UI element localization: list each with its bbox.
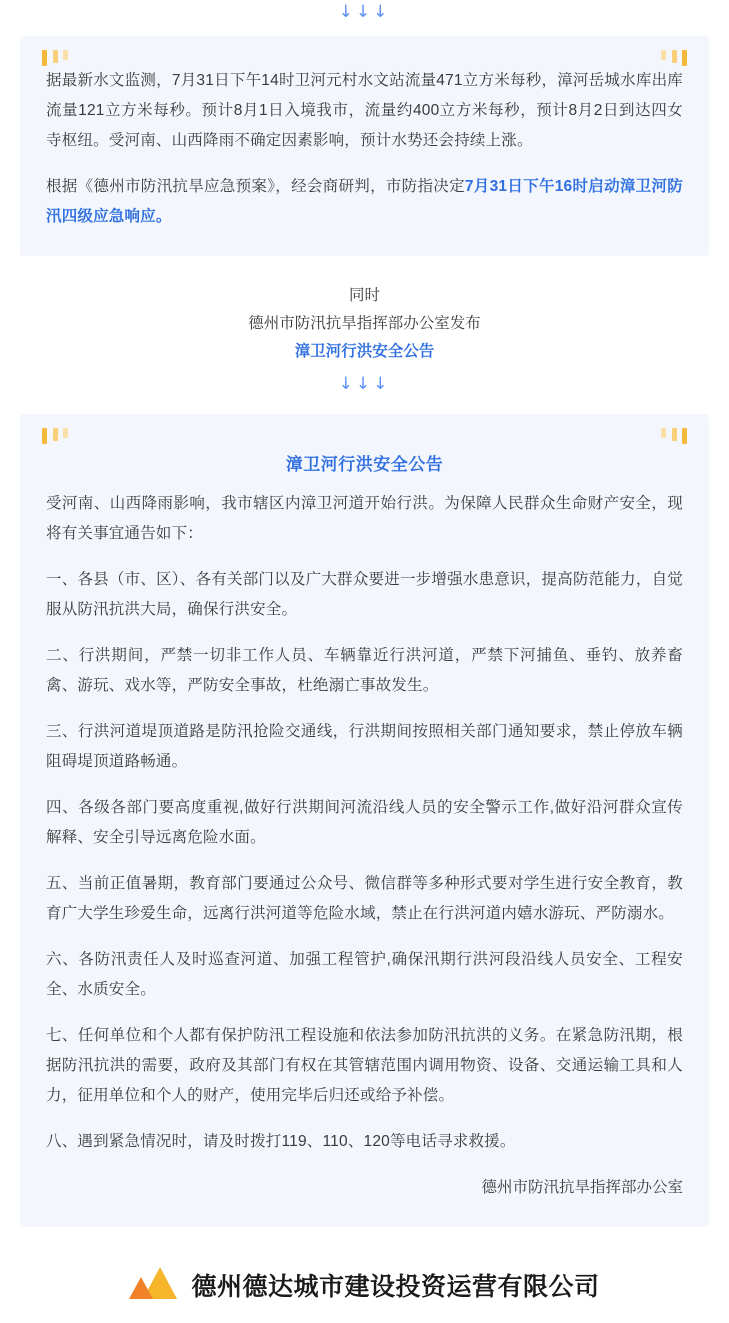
note-line-1: 同时 — [348, 287, 380, 304]
hydrology-paragraph-2-prefix: 根据《德州市防汛抗旱应急预案》，经会商研判，市防指决定 — [46, 178, 465, 195]
notice-item: 四、各级各部门要高度重视,做好行洪期间河流沿线人员的安全警示工作,做好沿河群众宣传解释、安全引导远离危险水面。 — [46, 799, 683, 846]
bracket-corner-top-right-icon — [661, 428, 687, 444]
hydrology-paragraph-2 — [46, 172, 683, 232]
note-line-2: 德州市防汛抗旱指挥部办公室发布 — [248, 315, 481, 332]
notice-item: 七、任何单位和个人都有保护防汛工程设施和依法参加防汛抗洪的义务。在紧急防汛期，根据防汛抗洪的需要，政府及其部门有权在其管辖范围内调用物资、设备、交通运输工具和人力，征用单位和个人的财产，使用完毕后归还或给予补偿。 — [46, 1027, 683, 1104]
arrow-down-indicator-top: ↓↓↓ — [338, 2, 391, 22]
notice-title: 漳卫河行洪安全公告 — [285, 455, 444, 474]
bracket-corner-top-right-icon — [661, 50, 687, 66]
notice-intro: 受河南、山西降雨影响，我市辖区内漳卫河道开始行洪。为保障人民群众生命财产安全，现将有关事宜通告如下： — [46, 495, 683, 542]
bracket-corner-top-left-icon — [42, 50, 68, 66]
announcement-note — [0, 282, 729, 366]
notice-item: 三、行洪河道堤顶道路是防汛抢险交通线，行洪期间按照相关部门通知要求，禁止停放车辆阻碍堤顶道路畅通。 — [46, 723, 683, 770]
bracket-corner-top-left-icon — [42, 428, 68, 444]
notice-item: 八、遇到紧急情况时，请及时拨打119、110、120等电话寻求救援。 — [46, 1133, 516, 1150]
hydrology-paragraph-1: 据最新水文监测，7月31日下午14时卫河元村水文站流量471立方米每秒，漳河岳城水库出库流量121立方米每秒。预计8月1日入境我市，流量约400立方米每秒，预计8月2日到达四女寺枢纽。受河南、山西降雨不确定因素影响，预计水势还会持续上涨。 — [46, 72, 683, 149]
note-line-3-title: 漳卫河行洪安全公告 — [294, 343, 435, 360]
notice-item: 二、行洪期间，严禁一切非工作人员、车辆靠近行洪河道，严禁下河捕鱼、垂钓、放养畜禽、游玩、戏水等，严防安全事故，杜绝溺亡事故发生。 — [46, 647, 683, 694]
hydrology-info-card — [20, 36, 709, 256]
company-logo-icon — [129, 1265, 177, 1305]
notice-item: 一、各县（市、区）、各有关部门以及广大群众要进一步增强水患意识，提高防范能力，自觉服从防汛抗洪大局，确保行洪安全。 — [46, 571, 683, 618]
notice-item: 六、各防汛责任人及时巡查河道、加强工程管护,确保汛期行洪河段沿线人员安全、工程安全、水质安全。 — [46, 951, 683, 998]
emergency-response-highlight: 7月31日下午16时启动漳卫河防汛四级应急响应。 — [46, 178, 683, 225]
footer-branding — [0, 1265, 729, 1315]
flood-notice-card — [20, 414, 709, 1227]
notice-signature: 德州市防汛抗旱指挥部办公室 — [481, 1179, 683, 1196]
arrow-down-indicator-middle: ↓↓↓ — [338, 374, 391, 394]
company-name: 德州德达城市建设投资运营有限公司 — [191, 1273, 600, 1301]
notice-item: 五、当前正值暑期，教育部门要通过公众号、微信群等多种形式要对学生进行安全教育，教育广大学生珍爱生命，远离行洪河道等危险水域，禁止在行洪河道内嬉水游玩、严防溺水。 — [46, 875, 683, 922]
